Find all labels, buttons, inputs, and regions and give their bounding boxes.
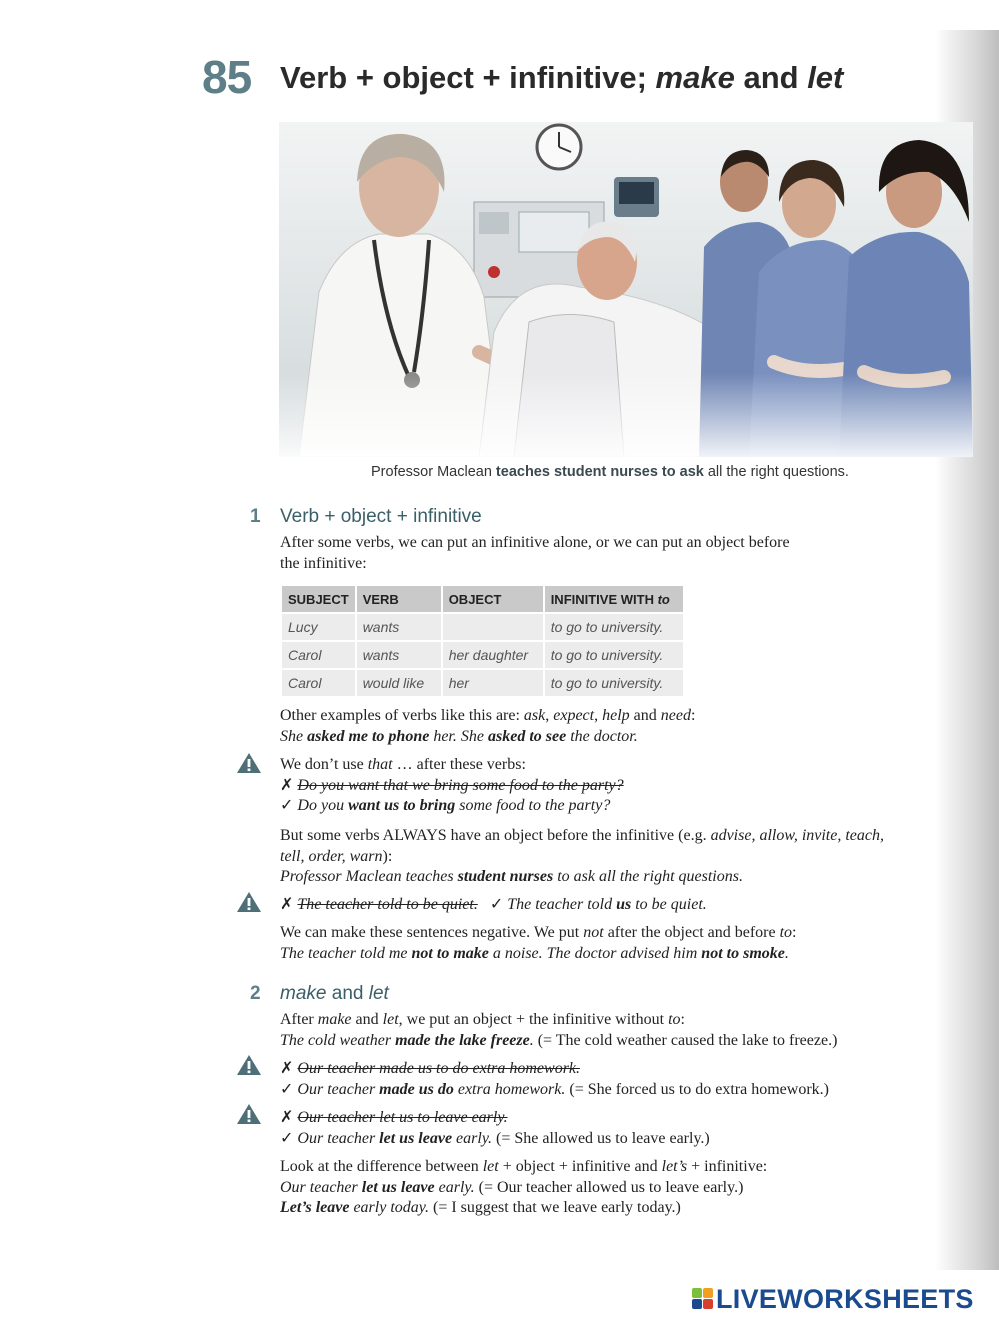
table-header-row bbox=[282, 586, 683, 612]
table-header-cell: OBJECT bbox=[443, 586, 543, 612]
let-note: ✗ Our teacher let us to leave early. ✓ Our teacher let us leave early. (= She allowed us to leave early.) bbox=[280, 1109, 710, 1147]
table-cell: her bbox=[443, 668, 543, 696]
photo-caption: Professor Maclean teaches student nurses to ask all the right questions. bbox=[371, 464, 849, 480]
liveworksheets-logo-icon bbox=[692, 1288, 714, 1310]
table-header-cell: VERB bbox=[357, 586, 441, 612]
table-cell: wants bbox=[357, 640, 441, 668]
cross-icon: ✗ bbox=[280, 896, 294, 913]
table-cell: to go to university. bbox=[545, 668, 683, 696]
hospital-scene-illustration bbox=[279, 122, 973, 457]
table-row bbox=[282, 668, 683, 696]
section-2-intro: After make and let, we put an object + the infinitive without to: The cold weather made the lake freeze. (= The cold weather caused the lake to freeze.) bbox=[280, 1011, 838, 1049]
table-row bbox=[282, 640, 683, 668]
table-cell: Carol bbox=[282, 668, 355, 696]
section-1-intro: After some verbs, we can put an infinitive alone, or we can put an object before the infinitive: bbox=[280, 534, 790, 572]
always-object-note: But some verbs ALWAYS have an object before the infinitive (e.g. advise, allow, invite, teach, tell, order, warn): Professor Maclean teaches student nurses to ask all the right questions. bbox=[280, 827, 884, 885]
section-2-number: 2 bbox=[250, 983, 261, 1004]
table-cell: her daughter bbox=[443, 640, 543, 668]
check-icon: ✓ bbox=[280, 797, 294, 814]
table-cell: Lucy bbox=[282, 612, 355, 640]
cross-icon: ✗ bbox=[280, 776, 294, 794]
table-header-cell: SUBJECT bbox=[282, 586, 355, 612]
table-header-cell: INFINITIVE WITH to bbox=[545, 586, 683, 612]
cross-icon: ✗ bbox=[280, 1060, 294, 1077]
table-cell: Carol bbox=[282, 640, 355, 668]
warning-icon bbox=[236, 891, 262, 913]
warning-icon bbox=[236, 752, 262, 774]
other-examples: Other examples of verbs like this are: ask, expect, help and need: She asked me to phone her. She asked to see the doctor. bbox=[280, 707, 696, 745]
hospital-photo bbox=[279, 122, 973, 457]
warning-icon bbox=[236, 1054, 262, 1076]
make-note: ✗ Our teacher made us to do extra homework. ✓ Our teacher made us do extra homework. (= She forced us to do extra homework.) bbox=[280, 1060, 829, 1098]
unit-number: 85 bbox=[202, 51, 252, 103]
negative-note: We can make these sentences negative. We put not after the object and before to: The teacher told me not to make a noise. The doctor advised him not to smoke. bbox=[280, 924, 797, 962]
warning-icon bbox=[236, 1103, 262, 1125]
cross-icon: ✗ bbox=[280, 1109, 294, 1126]
section-1-title: Verb + object + infinitive bbox=[280, 506, 482, 527]
verb-object-infinitive-table bbox=[280, 586, 685, 696]
table-cell bbox=[443, 612, 543, 640]
liveworksheets-logo-text: LIVEWORKSHEETS bbox=[716, 1283, 974, 1314]
unit-title: Verb + object + infinitive; make and let bbox=[280, 60, 844, 95]
table-row bbox=[282, 612, 683, 640]
check-icon: ✓ bbox=[489, 896, 504, 913]
check-icon: ✓ bbox=[280, 1080, 294, 1098]
let-vs-lets-note: Look at the difference between let + object + infinitive and let’s + infinitive: Our teacher let us leave early. (= Our teacher allowed us to leave early.) Let’s leave early today. (= I suggest that we leave early today.) bbox=[280, 1158, 768, 1216]
quiet-note: ✗ The teacher told to be quiet. ✓ The teacher told us to be quiet. bbox=[280, 896, 707, 913]
liveworksheets-logo[interactable] bbox=[692, 1284, 974, 1314]
section-2-title: make and let bbox=[280, 983, 389, 1004]
check-icon: ✓ bbox=[280, 1129, 294, 1147]
that-note: We don’t use that … after these verbs: ✗ Do you want that we bring some food to the party? ✓ Do you want us to bring some food to the party? bbox=[280, 756, 624, 814]
table-cell: wants bbox=[357, 612, 441, 640]
table-cell: to go to university. bbox=[545, 640, 683, 668]
table-cell: to go to university. bbox=[545, 612, 683, 640]
section-1-number: 1 bbox=[250, 506, 261, 527]
table-cell: would like bbox=[357, 668, 441, 696]
